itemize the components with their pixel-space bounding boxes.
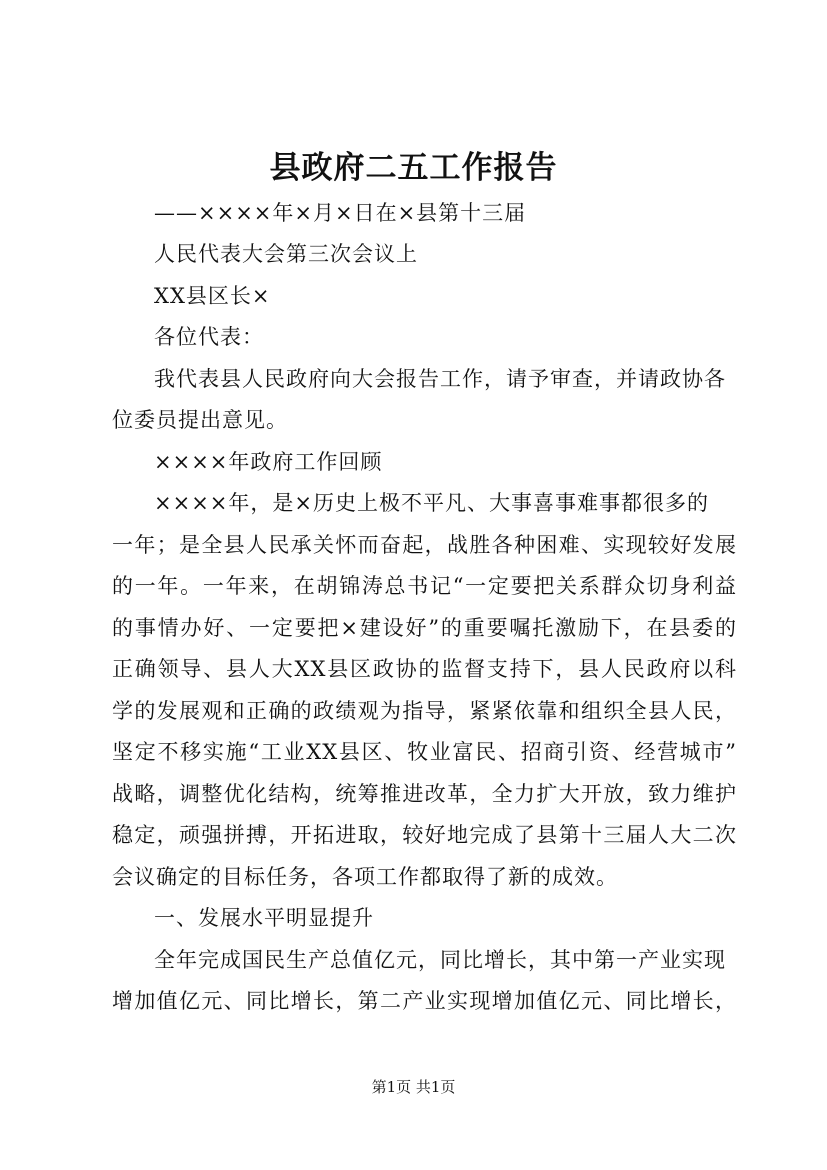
paragraph-2-line-9-text: 稳定，顽强拼搏，开拓进取，较好地完成了县第十三届人大二次: [112, 823, 737, 847]
paragraph-2-line-3: [0, 571, 827, 601]
paragraph-2-line-5-text: 正确领导、县人大XX县区政协的监督支持下，县人民政府以科: [112, 657, 737, 681]
page-footer: 第1页 共1页: [371, 1078, 456, 1096]
paragraph-2-line-4: [0, 613, 827, 643]
salutation: 各位代表：: [154, 325, 264, 349]
paragraph-1-line-2: 位委员提出意见。: [112, 408, 288, 432]
paragraph-2-line-2: [0, 530, 827, 560]
paragraph-2-line-9: [0, 820, 827, 850]
subheading: 一、发展水平明显提升: [154, 906, 374, 930]
paragraph-2-line-6: [0, 696, 827, 726]
paragraph-2-line-7: [0, 737, 827, 767]
paragraph-2-line-1: ××××年，是×历史上极不平凡、大事喜事难事都很多的: [154, 491, 709, 515]
document-title: 县政府二五工作报告: [269, 150, 558, 186]
paragraph-2-line-4-text: 的事情办好、一定要把×建设好”的重要嘱托激励下，在县委的: [112, 616, 737, 640]
paragraph-2-line-5: [0, 654, 827, 684]
paragraph-2-line-7-text: 坚定不移实施“工业XX县区、牧业富民、招商引资、经营城市”: [112, 740, 737, 764]
paragraph-1-line-1: 我代表县人民政府向大会报告工作，请予审查，并请政协各: [154, 367, 726, 391]
paragraph-3-line-2-text: 增加值亿元、同比增长，第二产业实现增加值亿元、同比增长，: [112, 989, 737, 1013]
subtitle-line-1: ——××××年×月×日在×县第十三届: [154, 201, 527, 225]
subtitle-line-2: 人民代表大会第三次会议上: [154, 242, 418, 266]
paragraph-2-line-2-text: 一年；是全县人民承关怀而奋起，战胜各种困难、实现较好发展: [112, 533, 737, 557]
section-heading: ××××年政府工作回顾: [154, 450, 383, 474]
author-line: XX县区长×: [154, 284, 271, 308]
paragraph-3-line-2: [0, 986, 827, 1016]
paragraph-2-line-8-text: 战略，调整优化结构，统筹推进改革，全力扩大开放，致力维护: [112, 782, 737, 806]
paragraph-2-line-6-text: 学的发展观和正确的政绩观为指导，紧紧依靠和组织全县人民，: [112, 699, 737, 723]
paragraph-2-line-3-text: 的一年。一年来，在胡锦涛总书记“一定要把关系群众切身利益: [112, 574, 737, 598]
paragraph-2-line-8: [0, 779, 827, 809]
paragraph-2-line-10: 会议确定的目标任务，各项工作都取得了新的成效。: [112, 865, 618, 889]
paragraph-3-line-1: 全年完成国民生产总值亿元，同比增长，其中第一产业实现: [154, 948, 726, 972]
